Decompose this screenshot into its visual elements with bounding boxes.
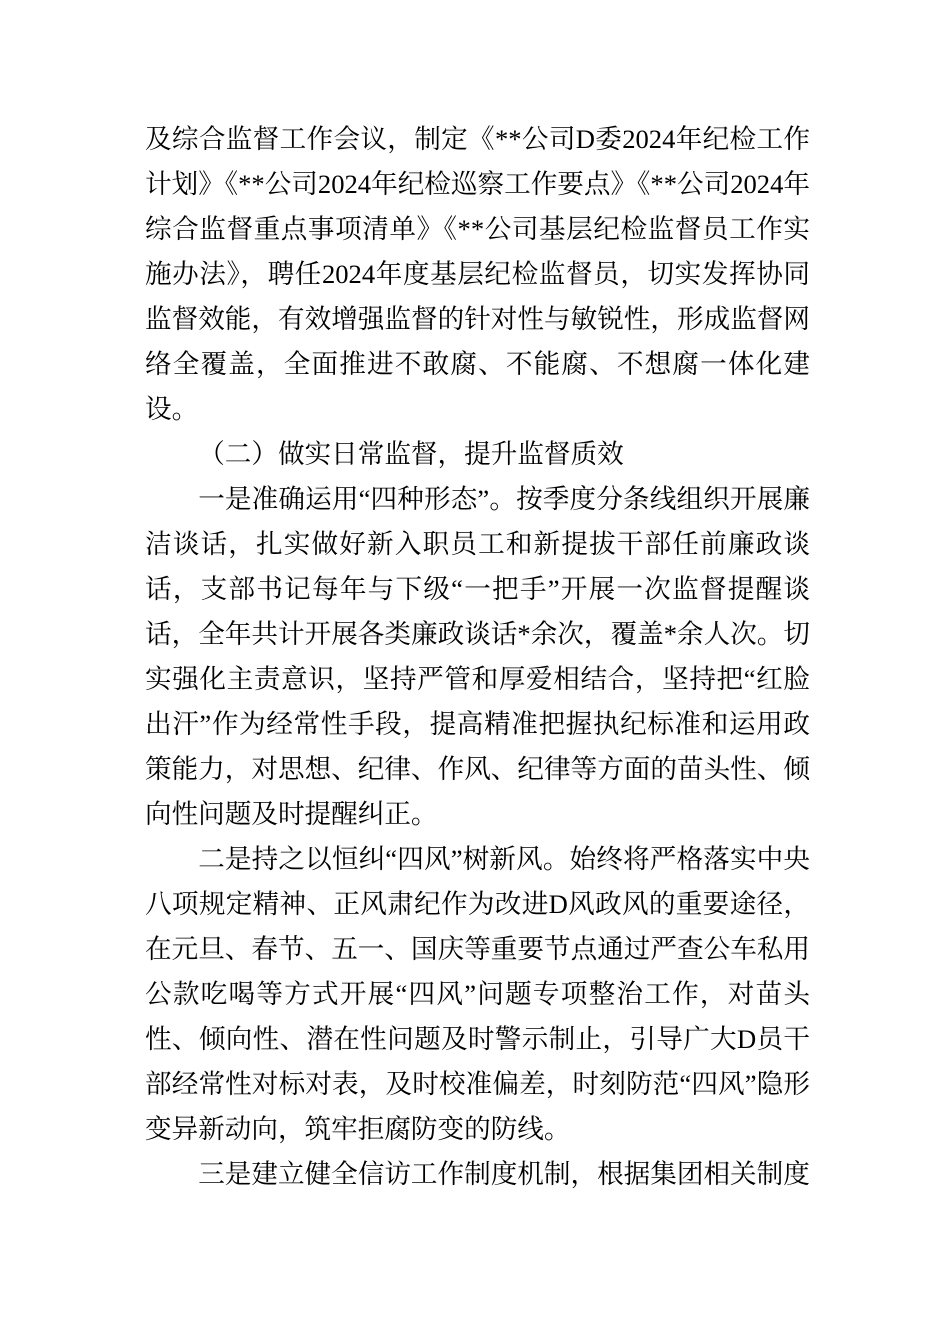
section-heading: （二）做实日常监督，提升监督质效 bbox=[198, 439, 624, 469]
paragraph-third-point: 三是建立健全信访工作制度机制，根据集团相关制度 bbox=[198, 1159, 810, 1189]
paragraph-continuation: 及综合监督工作会议，制定《**公司D委2024年纪检工作计划》《**公司2024年纪检巡察工作要点》《**公司2024年综合监督重点事项清单》《**公司基层纪检监督员工作实施办法》，聘任2024年度基层纪检监督员，切实发挥协同监督效能，有效增强监督的针对性与敏锐性，形成监督网络全覆盖，全面推进不敢腐、不能腐、不想腐一体化建设。 bbox=[145, 124, 810, 424]
paragraph-first-point: 一是准确运用“四种形态”。按季度分条线组织开展廉洁谈话，扎实做好新入职员工和新提拔干部任前廉政谈话，支部书记每年与下级“一把手”开展一次监督提醒谈话，全年共计开展各类廉政谈话*余次，覆盖*余人次。切实强化主责意识，坚持严管和厚爱相结合，坚持把“红脸出汗”作为经常性手段，提高精准把握执纪标准和运用政策能力，对思想、纪律、作风、纪律等方面的苗头性、倾向性问题及时提醒纠正。 bbox=[145, 484, 810, 829]
paragraph-second-point: 二是持之以恒纠“四风”树新风。始终将严格落实中央八项规定精神、正风肃纪作为改进D风政风的重要途径，在元旦、春节、五一、国庆等重要节点通过严查公车私用公款吃喝等方式开展“四风”问题专项整治工作，对苗头性、倾向性、潜在性问题及时警示制止，引导广大D员干部经常性对标对表，及时校准偏差，时刻防范“四风”隐形变异新动向，筑牢拒腐防变的防线。 bbox=[145, 844, 810, 1144]
document-text-block bbox=[145, 117, 810, 1197]
